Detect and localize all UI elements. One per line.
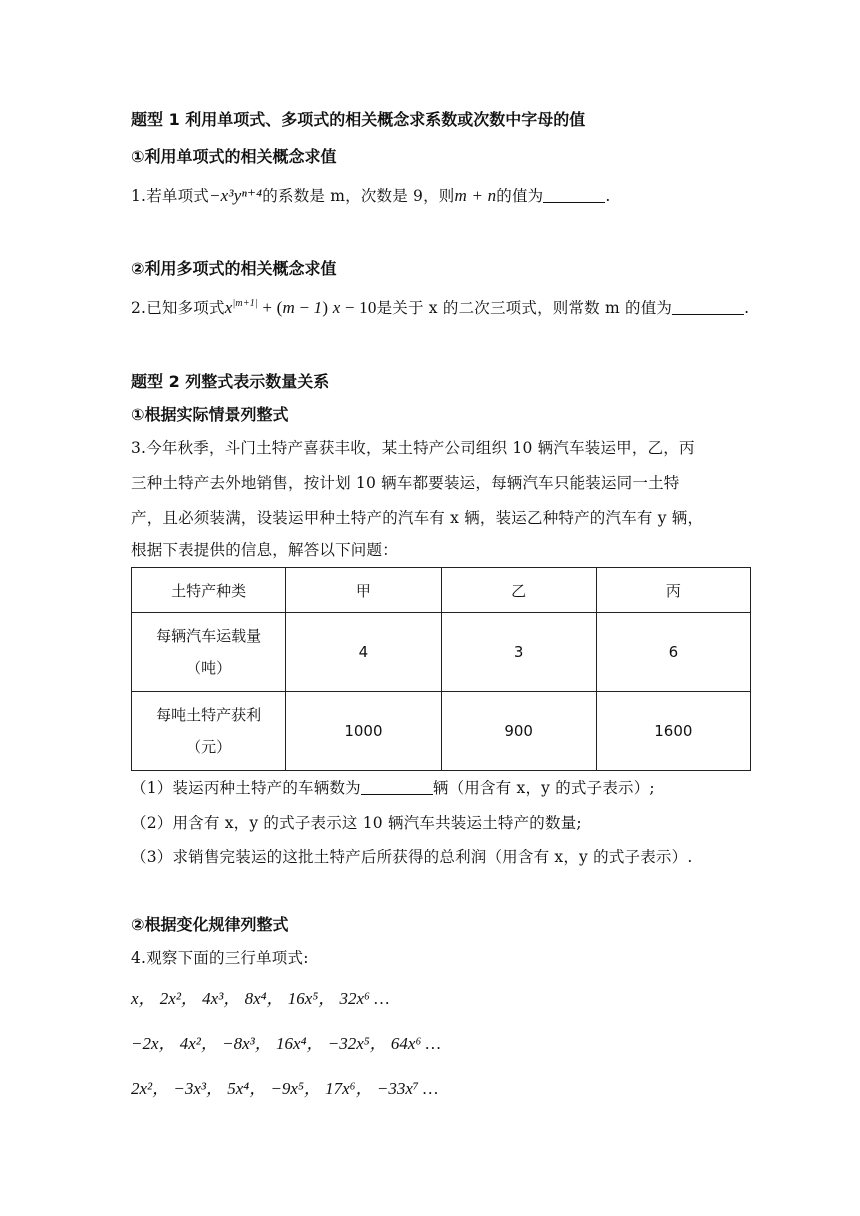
- q1-target: m + n: [454, 186, 497, 205]
- part-1-prefix: （1）装运丙种土特产的车辆数为: [131, 779, 361, 797]
- q3-line-2: 三种土特产去外地销售，按计划 10 辆车都要装运，每辆汽车只能装运同一土特: [131, 474, 680, 492]
- table-row-label: [132, 613, 286, 692]
- section-1-title: 题型 1 利用单项式、多项式的相关概念求系数或次数中字母的值: [131, 110, 586, 129]
- section-2-subtitle-1: ①根据实际情景列整式: [131, 405, 289, 424]
- section-1-subtitle-2: ②利用多项式的相关概念求值: [131, 259, 337, 278]
- part-1-suffix: 辆（用含有 x，y 的式子表示）;: [432, 779, 655, 797]
- q1-prefix: 1.若单项式: [131, 187, 209, 205]
- section-1-subtitle-1: ①利用单项式的相关概念求值: [131, 147, 337, 166]
- section-2-subtitle-2: ②根据变化规律列整式: [131, 915, 289, 934]
- q3-line-1: 3.今年秋季，斗门土特产喜获丰收，某土特产公司组织 10 辆汽车装运甲，乙，丙: [131, 439, 695, 457]
- section-2-title: 题型 2 列整式表示数量关系: [131, 372, 330, 391]
- table-header-cell: 乙: [441, 568, 596, 613]
- part-3: （3）求销售完装运的这批土特产后所获得的总利润（用含有 x，y 的式子表示）.: [131, 848, 693, 866]
- table-cell: 6: [596, 613, 750, 692]
- row-label-unit: （吨）: [186, 659, 232, 677]
- table-row-label: [132, 692, 286, 771]
- row-label-line: 每辆汽车运载量: [156, 627, 262, 645]
- table-cell: 4: [286, 613, 441, 692]
- q1-expression: −x³yⁿ⁺⁴: [209, 186, 263, 205]
- q1-suffix: 的值为: [496, 187, 544, 205]
- part-1-answer-blank: [361, 778, 433, 795]
- row-label-line: 每吨土特产获利: [156, 706, 262, 724]
- question-2: 2.已知多项式$x^{|m+1|} + (m - 1) x - 10$是关于 x 的二次三项式，则常数 m 的值为 .: [131, 298, 750, 317]
- table-row: [132, 692, 751, 771]
- q2-middle: 是关于 x 的二次三项式，则常数 m 的值为: [376, 299, 673, 317]
- q4-sequence-row-1: x， 2x²， 4x³， 8x⁴， 16x⁵， 32x⁶ …: [131, 989, 390, 1008]
- row-label-unit: （元）: [186, 738, 232, 756]
- table-header-cell: 丙: [596, 568, 750, 613]
- table-cell: 1000: [286, 692, 441, 771]
- q4-sequence-row-2: −2x， 4x²， −8x³， 16x⁴， −32x⁵， 64x⁶ …: [131, 1034, 441, 1053]
- part-2: （2）用含有 x，y 的式子表示这 10 辆汽车共装运土特产的数量;: [131, 814, 582, 832]
- q4-intro: 4.观察下面的三行单项式:: [131, 949, 309, 967]
- table-cell: 900: [441, 692, 596, 771]
- q2-expression: $x^{|m+1|} + (m - 1) x - 10$: [224, 298, 377, 317]
- table-cell: 3: [441, 613, 596, 692]
- q3-line-3: 产，且必须装满，设装运甲种土特产的汽车有 x 辆，装运乙种特产的汽车有 y 辆，: [131, 509, 704, 527]
- q2-prefix: 2.已知多项式: [131, 299, 225, 317]
- table-row: [132, 613, 751, 692]
- table-header-cell: 甲: [286, 568, 441, 613]
- specialty-table: [131, 567, 751, 771]
- table-cell: 1600: [596, 692, 750, 771]
- table-header-cell: 土特产种类: [132, 568, 286, 613]
- part-1: [131, 777, 655, 799]
- q3-line-4: 根据下表提供的信息，解答以下问题：: [131, 541, 398, 559]
- table-header-row: [132, 568, 751, 613]
- q1-middle: 的系数是 m，次数是 9，则: [262, 187, 455, 205]
- q2-answer-blank: [672, 298, 744, 315]
- q4-sequence-row-3: 2x²， −3x³， 5x⁴， −9x⁵， 17x⁶， −33x⁷ …: [131, 1079, 439, 1098]
- q1-answer-blank: [543, 186, 605, 203]
- question-1: 1.若单项式−x³yⁿ⁺⁴的系数是 m，次数是 9，则m + n的值为 .: [131, 186, 611, 205]
